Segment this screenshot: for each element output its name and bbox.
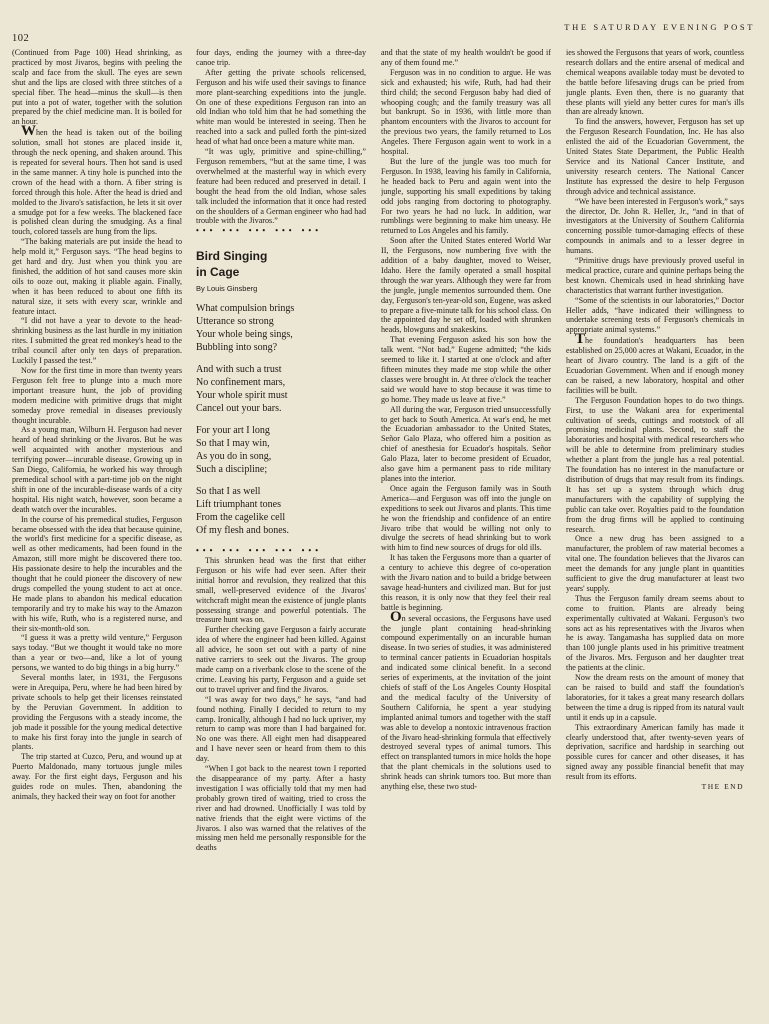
- section-separator: ••• ••• ••• ••• •••: [196, 226, 323, 236]
- paragraph: “We have been interested in Ferguson's work,” says the director, Dr. John R. Heller, Jr., “and in that of investigators at the University of Southern California concerning possible tumor-damaging effects of these compounds in animals and to a lesser degree in humans.: [566, 196, 744, 256]
- paragraph: The trip started at Cuzco, Peru, and wound up at Puerto Maldonado, many tortuous jungle miles away. For the first eight days, Ferguson and his guides rode on mules. Then, abandoning the animals, they hacked their way on foot for another: [12, 752, 182, 801]
- poem-line: Of my flesh and bones.: [196, 525, 290, 537]
- paragraph: All during the war, Ferguson tried unsuccessfully to get back to South America. At war's end, he met the Ecuadorian ambassador to the United States, Señor Galo Plaza, who offered him a position as chief of anesthesia for Ecuador's hospitals. Señor Galo Plaza, later to become president of Ecuador, also gave him a permanent pass to ride military planes into the interior.: [381, 404, 551, 483]
- poem-line: And with such a trust: [196, 364, 282, 376]
- poem-box: [196, 248, 366, 537]
- poem-title-line: Bird Singing: [196, 249, 268, 264]
- paragraph: It has taken the Fergusons more than a quarter of a century to achieve this degree of co-operation with the Jivaro nation and to build a bridge between savage head-hunters and civilized man. But for just this reason, it is only now that they feel their real battle is beginning.: [381, 553, 551, 612]
- poem-stanza: [196, 302, 366, 354]
- section-separator: ••• ••• ••• ••• •••: [196, 546, 323, 556]
- poem-line: From the cagelike cell: [196, 512, 286, 524]
- paragraph: “Some of the scientists in our laboratories,” Doctor Heller adds, “have indicated their willingness to undertake screening tests of Ferguson's chemicals in appropriate animal systems.”: [566, 295, 744, 335]
- the-end-marker: THE END: [701, 782, 744, 792]
- paragraph: Now the dream rests on the amount of money that can be raised to build and staff the foundation's laboratories, for it takes a great many research dollars between the time a drug is ripped from its natural vault until it ends up in a capsule.: [566, 673, 744, 722]
- paragraph: On several occasions, the Fergusons have used the jungle plant containing head-shrinking compound experimentally on an incurable human disease. In two series of studies, it was administered to terminal cancer patients in Ecuadorian hospitals and indicated some clinical benefit. In a second series of experiments, at the invitation of the joint chiefs of staff of the Los Angeles County Hospital and the medical faculty of the University of Southern California, he spent a year studying implanted animal tumors and together with the staff was able to develop a nontoxic intravenous fraction of the Jivaro head-shrinking formula that effectively destroyed several types of animal tumors. This effect on transplanted tumors in mice holds the hope that the plant chemicals in the solutions used to shrink heads can shrink tumors too. But more than anything else, these two stud-: [381, 608, 551, 792]
- poem-line: For your art I long: [196, 425, 270, 437]
- paragraph: This shrunken head was the first that either Ferguson or his wife had ever seen. After their initial horror and revulsion, they realized that this small, well-preserved evidence of the Jivaros' witchcraft might mean the existence of jungle plants possessing strange and powerful potentials. The treasure hunt was on.: [196, 556, 366, 625]
- poem-line: Lift triumphant tones: [196, 499, 281, 511]
- poem-stanza: [196, 363, 366, 415]
- paragraph: As a young man, Wilburn H. Ferguson had never heard of head shrinking or the Jivaros. But he was well acquainted with another mysterious and terrifying power—incurable disease. Growing up in San Diego, California, he worked his way through premedical school with a part-time job on the night shift in one of the incurable-disease wards of a city hospital. His night watch, however, soon became a death watch over the incurables.: [12, 425, 182, 514]
- paragraph: To find the answers, however, Ferguson has set up the Ferguson Research Foundation, Inc. He has also enlisted the aid of the Ecuadorian Government, the United States State Department, the Public Health Service and its National Cancer Institute, and university research centers. The National Cancer Institute has expressed the desire to help Ferguson through advice and technical assistance.: [566, 117, 744, 196]
- article-column-1: [12, 48, 182, 1018]
- paragraph: Now for the first time in more than twenty years Ferguson felt free to plunge into a much more important treasure hunt, the job of providing modern medicine with primitive drugs that might someday prove remedial in diseases previously thought incurable.: [12, 366, 182, 425]
- poem-byline: By Louis Ginsberg: [196, 284, 258, 294]
- paragraph: Soon after the United States entered World War II, the Fergusons, now numbering five with the addition of a baby daughter, moved to Weiser, Idaho. Here the family operated a small hospital through the war years. Although they were far from the jungle, jungle mementos surrounded them. One day, Ferguson's ten-year-old son, Eugene, was asked to prepare a five-minute talk for his school class. On the appointed day he set off, loaded with shrunken heads, blowguns and snakeskins.: [381, 236, 551, 335]
- paragraph: That evening Ferguson asked his son how the talk went. “Not bad,” Eugene admitted; “the kids seemed to like it. I started at one o'clock and after fifteen minutes they made me stop while the other classes were brought in. At three o'clock the teacher said we would have to stop because it was time to go home. They made us leave at five.”: [381, 335, 551, 404]
- poem-stanza: [196, 424, 366, 476]
- paragraph: “I was away for two days,” he says, “and had found nothing. Finally I decided to return to my camp. Ironically, although I had no luck upriver, my return to camp was more than I had bargained for. No one was there. All eight men had disappeared and I have never seen or heard from them to this day.: [196, 694, 366, 764]
- poem-line: Utterance so strong: [196, 316, 274, 328]
- poem-line: What compulsion brings: [196, 303, 295, 315]
- poem-title: [196, 248, 366, 280]
- paragraph: After getting the private schools relicensed, Ferguson and his wife used their savings to finance more plant-searching expeditions into the jungle. On one of these expeditions Ferguson ran into an old Indian who told him that he had something the white man would be interested in seeing. Then he reached into a sack and pulled forth the pint-sized head of what had once been a mature white man.: [196, 67, 366, 147]
- paragraph: But the lure of the jungle was too much for Ferguson. In 1938, leaving his family in California, he headed back to Peru and again went into the jungle, supporting his small expeditions by taking odd jobs ranging from doctoring to photography. For two years he had no luck. In addition, war rumblings were beginning to make him uneasy. He returned to Los Angeles and his family.: [381, 156, 551, 236]
- paragraph: Thus the Ferguson family dream seems about to come to fruition. Plants are already being experimentally cultivated at Wakani. Ferguson's two sons act as his representatives with the Jivaros when he is away. Tangamasha has supplied data on more than 100 jungle plants used in his primitive treatment of the Jivaros. Mrs. Ferguson and her daughter treat the patients at the clinic.: [566, 593, 744, 673]
- page-number: 102: [12, 33, 30, 44]
- poem-line: Your whole being sings,: [196, 329, 293, 341]
- paragraph: and that the state of my health wouldn't be good if any of them found me.”: [381, 48, 551, 67]
- paragraph: four days, ending the journey with a three-day canoe trip.: [196, 48, 366, 67]
- paragraph: Once again the Ferguson family was in South America—and Ferguson was off into the jungle on expeditions to seek out Jivaros and plants. This time he won the friendship and confidence of an entire Jivaro tribe that would be willing not only to divulge the secrets of head shrinking but to work with him to find new sources of drugs for old ills.: [381, 483, 551, 553]
- poem-line: Cancel out your bars.: [196, 403, 282, 415]
- paragraph: “It was ugly, primitive and spine-chilling,” Ferguson remembers, “but at the same time, I was overwhelmed at the masterful way in which every feature had been reduced and preserved in detail. I bought the head from the old Indian, whose sales talk included the information that it once had rested on the shoulders of a German engineer who had had trouble with the Jivaros.”: [196, 147, 366, 226]
- paragraph: ies showed the Fergusons that years of work, countless research dollars and the entire arsenal of medical and chemical weapons available today must be devoted to the battle before lifesaving drugs can be pried from jungle plants. Even then, there is no guaranty that these plants will yield any better cures for man's ills than are already known.: [566, 48, 744, 117]
- paragraph: The foundation's headquarters has been established on 25,000 acres at Wakani, Ecuador, in the heart of Jivaro country. The land is a gift of the Ecuadorian Government. When and if enough money can be raised, a new laboratory, hospital and other facilities will be built.: [566, 331, 744, 395]
- poem-line: As you do in song,: [196, 451, 272, 463]
- paragraph: Once a new drug has been assigned to a manufacturer, the problem of raw material becomes a vital one. The foundation believes that the Jivaros can meet the demands for any jungle plant in quantities sufficient to give the drug manufacturer at least two years' supply.: [566, 534, 744, 593]
- paragraph: The Ferguson Foundation hopes to do two things. First, to use the Wakani area for experimental cultivation of seeds, cuttings and rootstock of all promising medicinal plants. Second, to staff the laboratories and hospital with medical researchers who will be able to determine from preliminary studies whether a plant from the jungle has a real potential. The foundation has no interest in the manufacture or distribution of drugs that may result from its findings. It has set up a system through which drug manufacturers with the capability of supplying the public can take over. Royalties paid to the foundation from the drug firms will be applied to continuing research.: [566, 395, 744, 534]
- paragraph: When the head is taken out of the boiling solution, small hot stones are placed inside it, through the neck opening, and shaken around. This is repeated for several hours. Then hot sand is used in the same manner. A tiny hole is punched into the crown of the head with a thorn. A fiber string is forced through this hole. After the head is dried and molded to the Jivaro's satisfaction, he lets it sit over a smudge pot for a few weeks. The blackened face is polished clean during the smudging. As a final touch, colored tassels are hung from the lips.: [12, 123, 182, 237]
- paragraph: “Primitive drugs have previously proved useful in medical practice, curare and quinine perhaps being the best known. Chemicals used in head shrinking have characteristics that warrant further investigation.: [566, 256, 744, 295]
- paragraph: In the course of his premedical studies, Ferguson became obsessed with the idea that because quinine, the world's first medicine for a specific disease, as well as other medicaments, had been found in the Amazon, still more might be discovered there too. His passionate desire to help the incurables and the thought that he could pioneer the discovery of new drugs compelled the young student to act at once. He made plans to abandon his medical education temporarily and try to make his way to the Amazon with his wife, Ruth, who is a registered nurse, and their six-month-old son.: [12, 514, 182, 633]
- paragraph: Several months later, in 1931, the Fergusons were in Arequipa, Peru, where he had been hired by private schools to help get their licenses reinstated by the Peruvian Government. In addition to providing the Fergusons with a steady income, the job made it possible for the young medical detective to make his first foray into the jungle in search of plants.: [12, 673, 182, 752]
- poem-line: No confinement mars,: [196, 377, 286, 389]
- paragraph: “I did not have a year to devote to the head-shrinking business as the last hurdle in my initiation rites. I submitted the great red monkey's head to the tribal council after only ten days of preparation. Luckily I passed the test.”: [12, 316, 182, 366]
- article-column-4: [566, 48, 744, 1018]
- paragraph: This extraordinary American family has made it clearly understood that, after twenty-seven years of deprivation, sacrifice and hardship in searching out possible cures for cancer and other diseases, it has signed away any possible financial benefit that may result from its efforts.: [566, 722, 744, 782]
- magazine-title: THE SATURDAY EVENING POST: [564, 22, 755, 32]
- poem-line: So that I as well: [196, 486, 261, 498]
- paragraph: (Continued from Page 100) Head shrinking, as practiced by most Jivaros, begins with peeling the scalp and face from the skull. The eyes are sewn shut and the lips are closed with three stitches of a special fiber. The head—minus the skull—is then put into a pot of water, together with the solution prepared by the chief medicine man. It is boiled for an hour.: [12, 48, 182, 127]
- article-column-3: [381, 48, 551, 1018]
- paragraph: “When I got back to the nearest town I reported the disappearance of my party. After a hasty investigation I was officially told that my men had probably grown tired of waiting, tried to cross the river and had drowned. Unofficially I was told by native friends that the eight were victims of the Jivaros. I also was warned that the relatives of the missing men held me personally responsible for the deaths: [196, 764, 366, 853]
- paragraph: Ferguson was in no condition to argue. He was sick and exhausted; his wife, Ruth, had had their third child; the second Ferguson baby had died of whooping cough; and the family treasury was all but bankrupt. So in 1936, with little more than phantom encounters with the Jivaros to account for the previous two years, the family returned to Los Angeles. There Ferguson again went to work in a hospital.: [381, 67, 551, 157]
- poem-stanza: [196, 485, 366, 537]
- paragraph: “I guess it was a pretty wild venture,” Ferguson says today. “But we thought it would take no more than a year or two—and, like a lot of young persons, we wanted to do big things in a big hurry.”: [12, 633, 182, 673]
- article-column-2: [196, 48, 366, 1018]
- paragraph: “The baking materials are put inside the head to help mold it,” Ferguson says. “The head begins to get hard and dry. Just when you think you are finished, the addition of hot sand causes more skin oils to ooze out, making it pliable again. Finally, when it has been reduced to about one fifth its natural size, it sets with every scar, wrinkle and feature intact.: [12, 237, 182, 316]
- poem-title-line: in Cage: [196, 265, 240, 280]
- poem-line: Your whole spirit must: [196, 390, 288, 402]
- poem-line: So that I may win,: [196, 438, 270, 450]
- poem-line: Bubbling into song?: [196, 342, 278, 354]
- poem-line: Such a discipline;: [196, 464, 268, 476]
- paragraph: Further checking gave Ferguson a fairly accurate idea of where the engineer had been killed. Against all advice, he soon set out with a party of nine native carriers to seek out the Jivaros. The group made camp on a riverbank close to the scene of the crime. Leaving his party, Ferguson and a guide set out to travel upriver and find the Jivaros.: [196, 625, 366, 694]
